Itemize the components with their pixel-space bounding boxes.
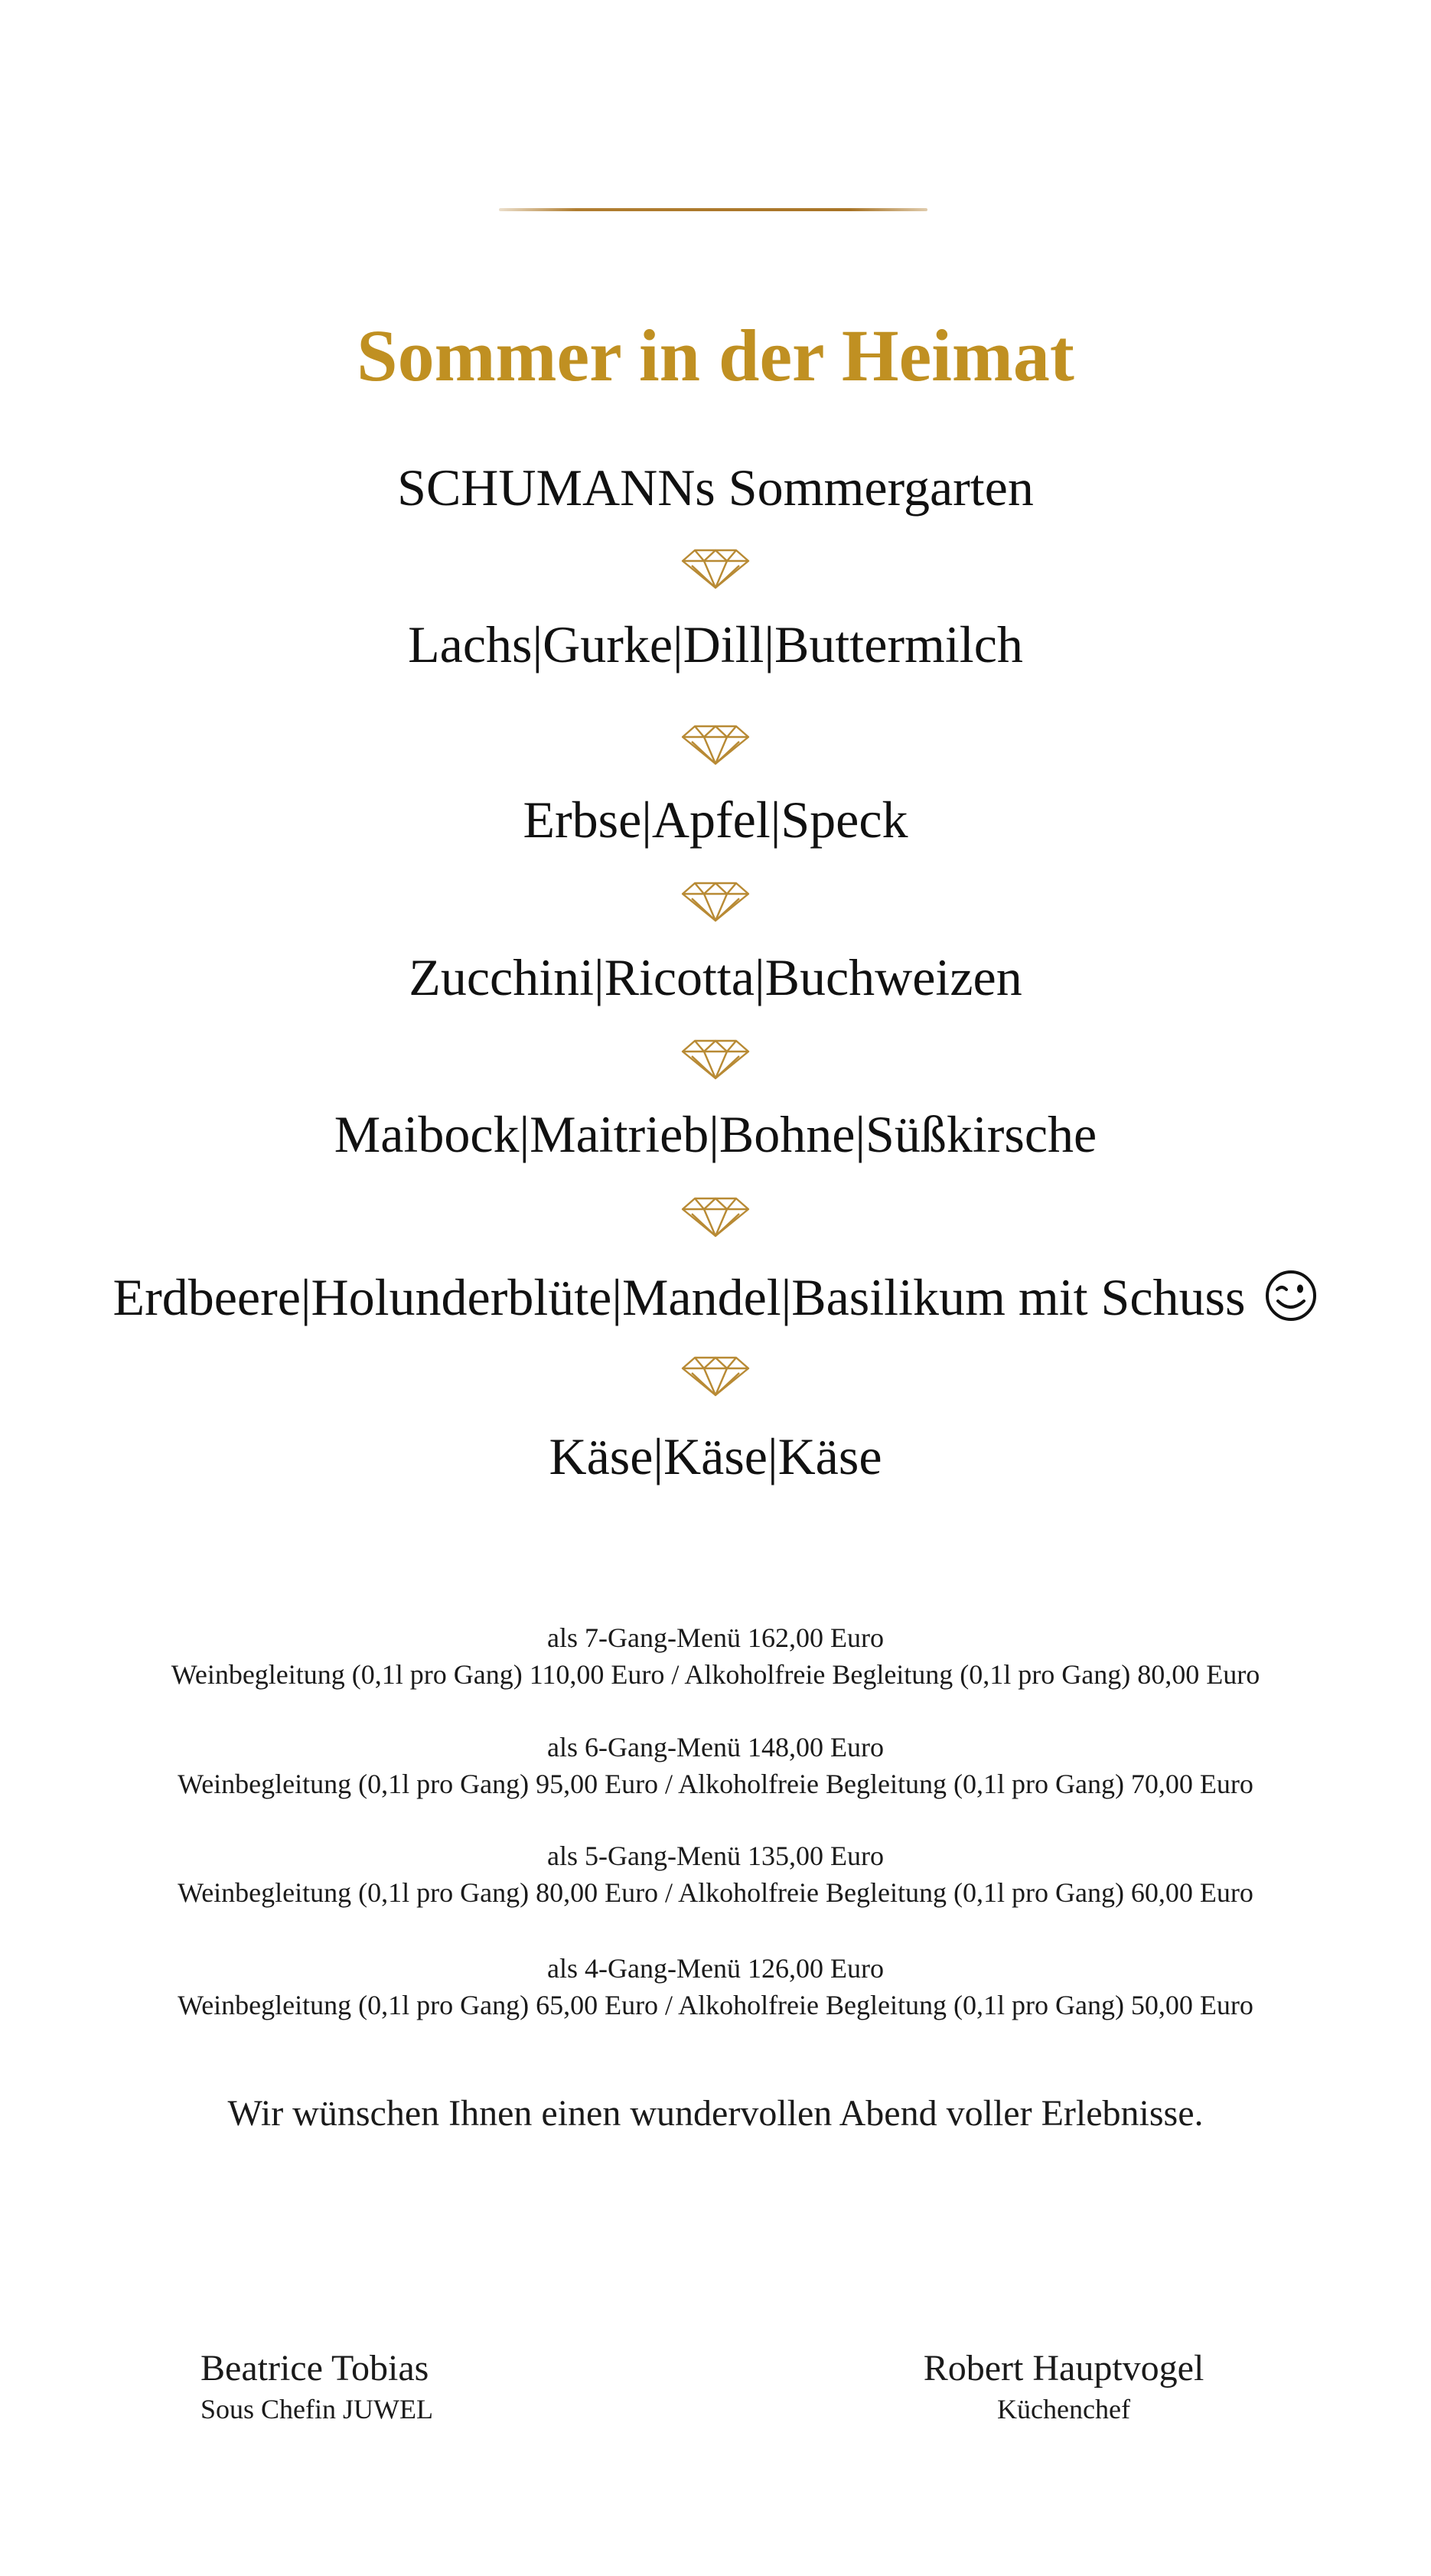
pairing-price-line: Weinbegleitung (0,1l pro Gang) 95,00 Euro / Alkoholfreie Begleitung (0,1l pro Gang) 70,00 Euro xyxy=(178,1769,1253,1799)
pairing-price-line: Weinbegleitung (0,1l pro Gang) 65,00 Euro / Alkoholfreie Begleitung (0,1l pro Gang) 50,00 Euro xyxy=(178,1990,1253,2020)
diamond-icon xyxy=(680,1038,751,1081)
course-6-text: Erdbeere|Holunderblüte|Mandel|Basilikum mit Schuss xyxy=(112,1268,1246,1326)
price-6-course xyxy=(0,1729,1431,1802)
signature-right xyxy=(888,2346,1240,2427)
course-5: Maibock|Maitrieb|Bohne|Süßkirsche xyxy=(334,1105,1097,1163)
course-7: Käse|Käse|Käse xyxy=(549,1427,882,1485)
signature-name: Robert Hauptvogel xyxy=(923,2348,1204,2389)
signature-role: Küchenchef xyxy=(997,2394,1130,2424)
signature-name: Beatrice Tobias xyxy=(200,2348,429,2389)
menu-price-line: als 4-Gang-Menü 126,00 Euro xyxy=(547,1953,884,1984)
top-divider xyxy=(499,208,927,211)
diamond-icon xyxy=(680,1355,751,1397)
closing-message: Wir wünschen Ihnen einen wundervollen Abend voller Erlebnisse. xyxy=(227,2093,1204,2134)
diamond-icon xyxy=(680,723,751,766)
diamond-icon xyxy=(680,547,751,590)
course-4: Zucchini|Ricotta|Buchweizen xyxy=(409,948,1022,1006)
pairing-price-line: Weinbegleitung (0,1l pro Gang) 80,00 Euro / Alkoholfreie Begleitung (0,1l pro Gang) 60,00 Euro xyxy=(178,1877,1253,1908)
course-1: SCHUMANNs Sommergarten xyxy=(397,458,1034,517)
signature-role: Sous Chefin JUWEL xyxy=(200,2394,433,2424)
diamond-icon xyxy=(680,880,751,923)
price-5-course xyxy=(0,1837,1431,1911)
price-7-course xyxy=(0,1619,1431,1693)
pairing-price-line: Weinbegleitung (0,1l pro Gang) 110,00 Euro / Alkoholfreie Begleitung (0,1l pro Gang) 80,00 Euro xyxy=(171,1659,1260,1690)
price-4-course xyxy=(0,1950,1431,2023)
signature-left xyxy=(200,2346,433,2427)
course-3: Erbse|Apfel|Speck xyxy=(523,791,908,849)
course-2: Lachs|Gurke|Dill|Buttermilch xyxy=(408,615,1023,673)
course-6 xyxy=(0,1263,1431,1332)
menu-price-line: als 6-Gang-Menü 148,00 Euro xyxy=(547,1732,884,1762)
menu-price-line: als 5-Gang-Menü 135,00 Euro xyxy=(547,1841,884,1871)
menu-price-line: als 7-Gang-Menü 162,00 Euro xyxy=(547,1622,884,1653)
winking-face-icon xyxy=(1264,1269,1318,1322)
diamond-icon xyxy=(680,1195,751,1238)
menu-title: Sommer in der Heimat xyxy=(357,315,1074,396)
